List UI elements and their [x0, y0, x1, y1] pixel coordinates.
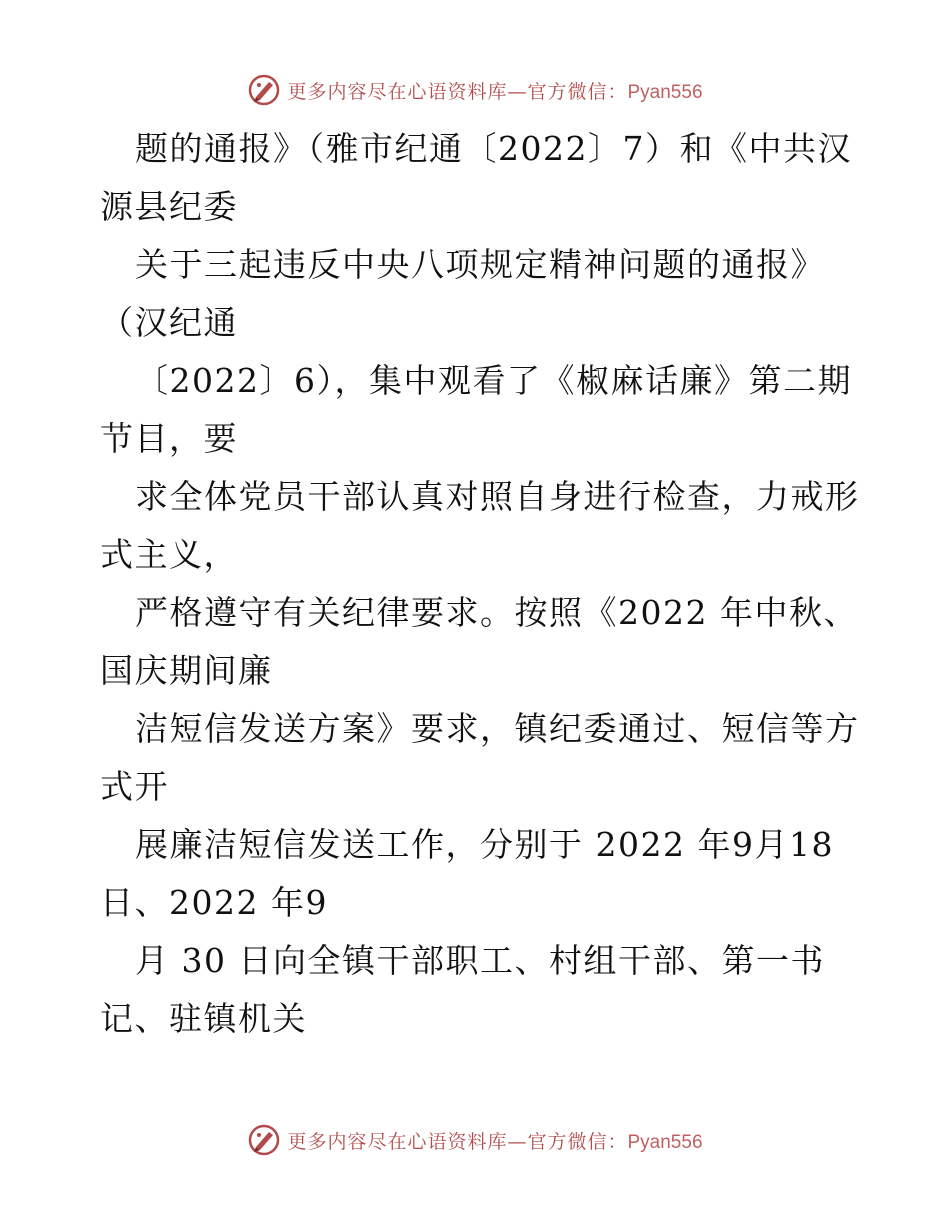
- footer-banner-text: 更多内容尽在心语资料库—官方微信：Pyan556: [287, 1130, 703, 1153]
- text-line: 式开: [100, 767, 169, 806]
- body-text: [100, 120, 870, 1048]
- footer-wechat-id: Pyan556: [627, 1131, 703, 1153]
- text-line: 月 30 日向全镇干部职工、村组干部、第一书: [135, 941, 825, 980]
- text-line: 关于三起违反中央八项规定精神问题的通报》: [135, 245, 825, 284]
- text-line: 记、驻镇机关: [100, 999, 307, 1038]
- text-line: 源县纪委: [100, 187, 238, 226]
- pen-logo-icon: [247, 73, 281, 107]
- text-line: 题的通报》（雅市纪通〔2022〕7）和《中共汉: [135, 129, 852, 168]
- text-line: 式主义，: [100, 535, 238, 574]
- text-line: 展廉洁短信发送工作，分别于 2022 年9月18: [135, 825, 834, 864]
- footer-banner: [0, 1120, 950, 1160]
- text-line: 洁短信发送方案》要求，镇纪委通过、短信等方: [135, 709, 860, 748]
- header-banner: [0, 70, 950, 110]
- text-line: 国庆期间廉: [100, 651, 273, 690]
- text-line: 日、2022 年9: [100, 883, 328, 922]
- pen-logo-icon: [247, 1123, 281, 1157]
- header-wechat-id: Pyan556: [627, 81, 703, 103]
- text-line: 〔2022〕6），集中观看了《椒麻话廉》第二期: [135, 361, 852, 400]
- text-line: 节目，要: [100, 419, 238, 458]
- header-banner-text: 更多内容尽在心语资料库—官方微信：Pyan556: [287, 80, 703, 103]
- text-line: 严格遵守有关纪律要求。按照《2022 年中秋、: [135, 593, 858, 632]
- text-line: （汉纪通: [100, 303, 238, 342]
- text-line: 求全体党员干部认真对照自身进行检查，力戒形: [135, 477, 860, 516]
